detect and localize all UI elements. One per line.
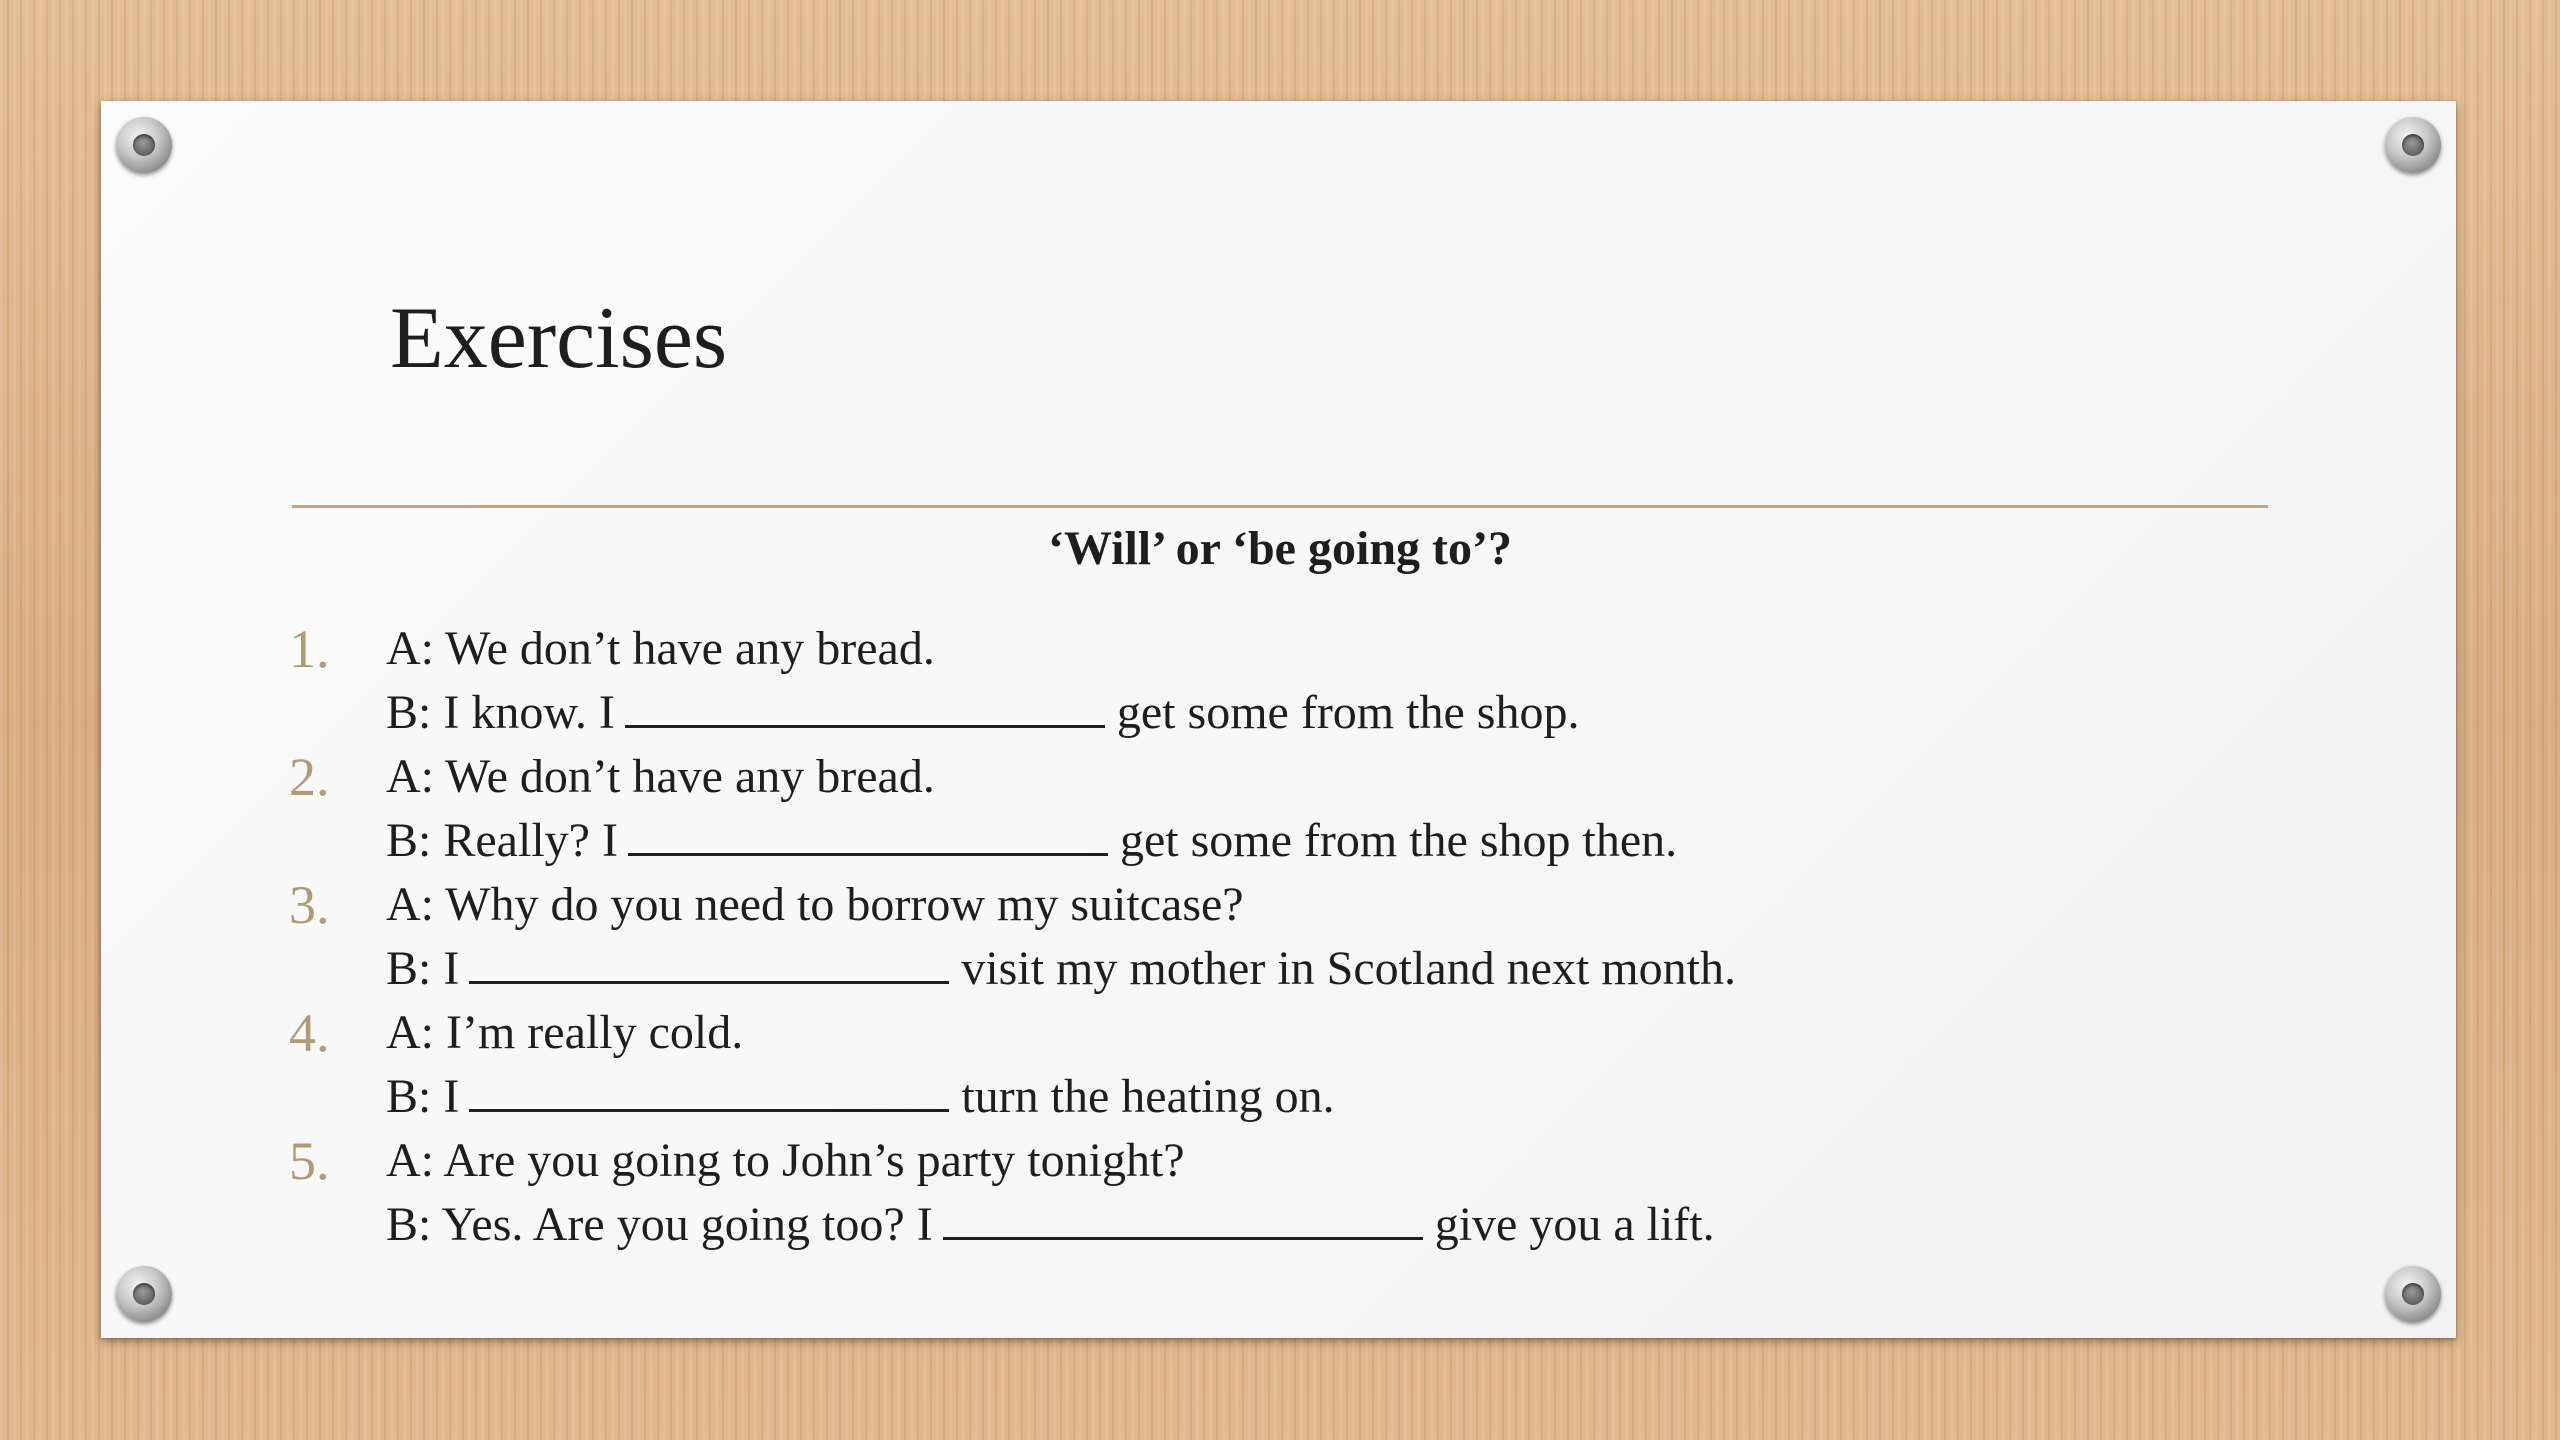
exercise-number: 1.	[289, 619, 330, 679]
rivet-icon-bottom-left	[116, 1266, 172, 1322]
exercise-item	[0, 617, 2000, 745]
answer-blank	[469, 1069, 949, 1112]
exercise-line-b-end: turn the heating on.	[961, 1070, 1335, 1123]
exercise-line-a: A: Are you going to John’s party tonight?	[386, 1134, 1185, 1187]
exercise-number: 2.	[289, 747, 330, 807]
exercise-line-a: A: Why do you need to borrow my suitcase?	[386, 878, 1244, 931]
exercise-line-b	[386, 681, 1579, 745]
exercise-line-b-start: B: Yes. Are you going too? I	[386, 1198, 933, 1251]
exercise-line-b	[386, 1065, 1335, 1129]
exercise-line-b-end: give you a lift.	[1434, 1198, 1715, 1251]
exercise-item	[0, 745, 2000, 873]
exercise-line-b-start: B: I	[386, 1070, 460, 1123]
answer-blank	[628, 813, 1108, 856]
rivet-icon-top-left	[116, 117, 172, 173]
answer-blank	[943, 1197, 1423, 1240]
exercise-line-a: A: We don’t have any bread.	[386, 622, 935, 675]
exercise-line-b-end: get some from the shop then.	[1119, 814, 1678, 867]
exercise-line-b	[386, 809, 1677, 873]
exercise-line-b-end: get some from the shop.	[1116, 686, 1580, 739]
answer-blank	[625, 685, 1105, 728]
exercise-line-b-start: B: Really? I	[386, 814, 618, 867]
rivet-icon-bottom-right	[2385, 1266, 2441, 1322]
exercise-item	[0, 873, 2000, 1001]
exercise-line-b-start: B: I	[386, 942, 460, 995]
exercise-line-b	[386, 937, 1736, 1001]
answer-blank	[469, 941, 949, 984]
exercise-number: 3.	[289, 875, 330, 935]
exercise-line-b	[386, 1193, 1715, 1257]
rivet-icon-top-right	[2385, 117, 2441, 173]
slide-subtitle: ‘Will’ or ‘be going to’?	[1048, 522, 1512, 575]
exercise-item	[0, 1001, 2000, 1129]
exercise-line-a: A: I’m really cold.	[386, 1006, 744, 1059]
slide-title: Exercises	[390, 290, 728, 387]
exercise-item	[0, 1129, 2000, 1257]
exercise-line-a: A: We don’t have any bread.	[386, 750, 935, 803]
exercise-number: 5.	[289, 1131, 330, 1191]
title-divider	[292, 505, 2268, 508]
exercise-line-b-end: visit my mother in Scotland next month.	[961, 942, 1736, 995]
exercise-number: 4.	[289, 1003, 330, 1063]
exercise-line-b-start: B: I know. I	[386, 686, 615, 739]
